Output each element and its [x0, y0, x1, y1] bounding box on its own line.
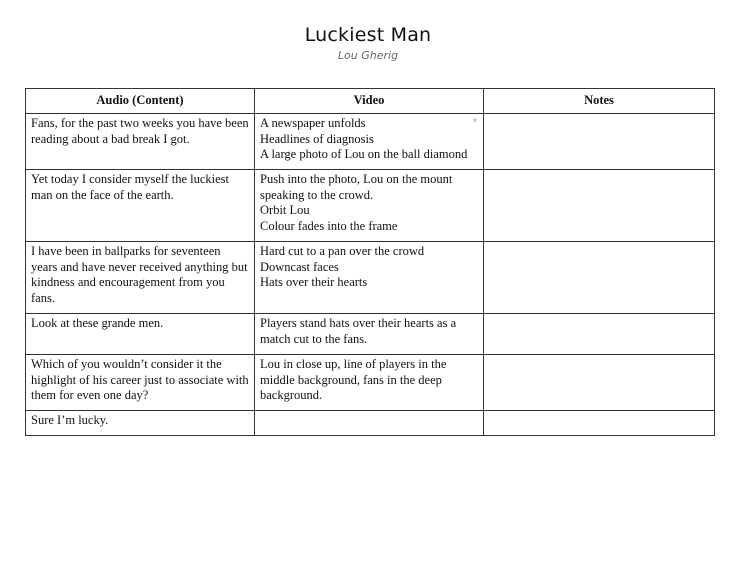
audio-cell[interactable] — [26, 114, 255, 170]
table-row — [26, 411, 715, 436]
script-table — [25, 88, 715, 436]
notes-cell[interactable] — [484, 242, 715, 314]
video-line: A newspaper unfolds — [260, 116, 366, 130]
video-line: Headlines of diagnosis — [260, 131, 374, 146]
table-header-row — [26, 89, 715, 114]
audio-cell[interactable] — [26, 411, 255, 436]
audio-cell[interactable] — [26, 314, 255, 355]
document-title: Luckiest Man — [304, 24, 432, 46]
audio-text: Which of you wouldn’t consider it the highlight of his career just to associate with them for even one day? — [31, 357, 249, 402]
video-line: Orbit Lou — [260, 203, 310, 217]
audio-text: Look at these grande men. — [31, 316, 164, 330]
video-cell[interactable] — [255, 411, 484, 436]
notes-cell[interactable] — [484, 314, 715, 355]
header-notes[interactable]: Notes — [484, 89, 715, 114]
notes-cell[interactable] — [484, 170, 715, 242]
cell-resize-handle-icon[interactable]: ▾ — [473, 116, 478, 125]
document-subtitle: Lou Gherig — [337, 49, 399, 62]
notes-cell[interactable] — [484, 114, 715, 170]
video-cell[interactable] — [255, 242, 484, 314]
video-line: Hard cut to a pan over the crowd — [260, 244, 425, 258]
audio-text: Yet today I consider myself the luckiest man on the face of the earth. — [31, 172, 229, 202]
audio-text: I have been in ballparks for seventeen years and have never received anything but kindness and encouragement from you fans. — [31, 244, 248, 305]
video-line: Colour fades into the frame — [260, 218, 398, 233]
table-row — [26, 170, 715, 242]
audio-cell[interactable] — [26, 242, 255, 314]
video-line: Push into the photo, Lou on the mount speaking to the crowd. — [260, 172, 453, 202]
video-line: Downcast faces — [260, 259, 339, 274]
table-row — [26, 114, 715, 170]
table-row — [26, 355, 715, 411]
video-line: A large photo of Lou on the ball diamond — [260, 147, 468, 161]
video-cell[interactable] — [255, 170, 484, 242]
table-row — [26, 314, 715, 355]
audio-text: Sure I’m lucky. — [31, 413, 109, 427]
header-audio[interactable]: Audio (Content) — [26, 89, 255, 114]
notes-cell[interactable] — [484, 355, 715, 411]
video-cell[interactable] — [255, 355, 484, 411]
video-line: Hats over their hearts — [260, 275, 368, 289]
video-line: Lou in close up, line of players in the middle background, fans in the deep background. — [260, 357, 447, 402]
video-cell[interactable] — [255, 314, 484, 355]
audio-cell[interactable] — [26, 355, 255, 411]
header-video[interactable]: Video — [255, 89, 484, 114]
video-line: Players stand hats over their hearts as a match cut to the fans. — [260, 316, 457, 346]
audio-cell[interactable] — [26, 170, 255, 242]
notes-cell[interactable] — [484, 411, 715, 436]
audio-text: Fans, for the past two weeks you have been reading about a bad break I got. — [31, 116, 249, 146]
video-cell[interactable] — [255, 114, 484, 170]
table-row — [26, 242, 715, 314]
